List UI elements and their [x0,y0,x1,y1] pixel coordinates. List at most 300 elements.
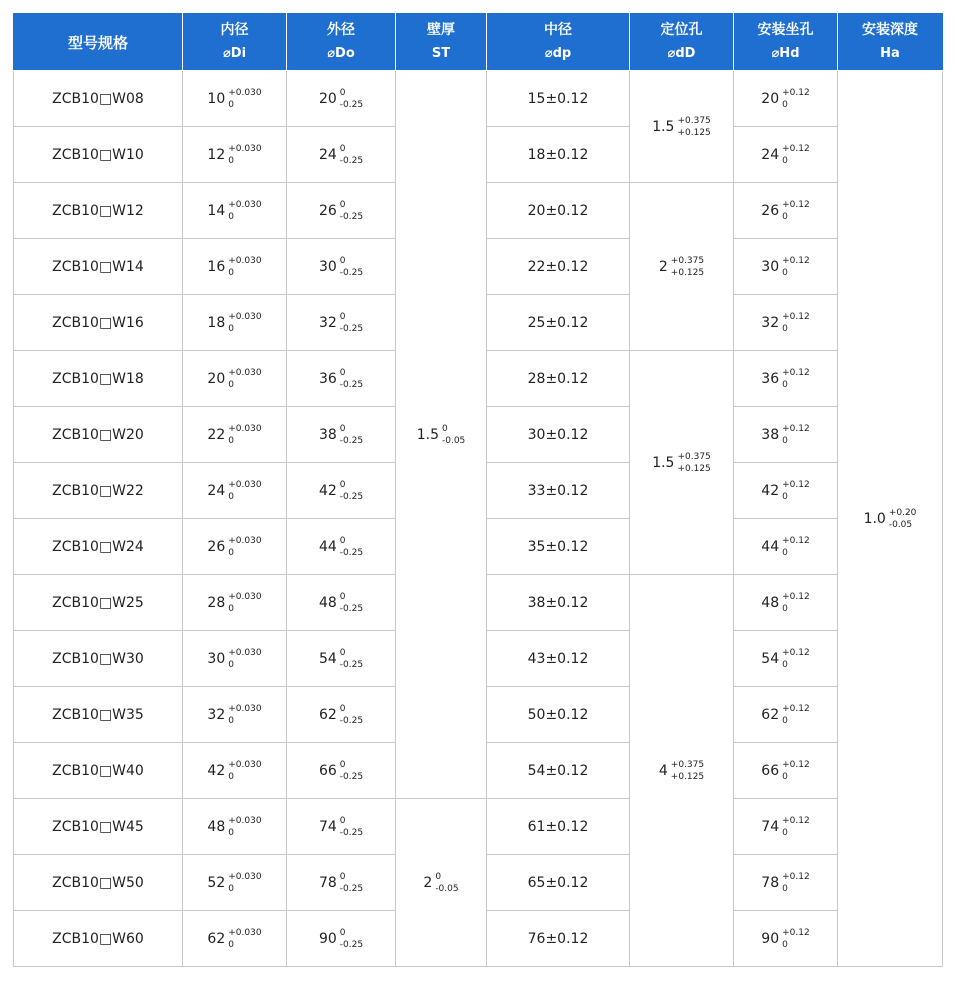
cell-value: 38 [318,426,337,443]
pitch-diameter-cell: 33±0.12 [487,463,630,519]
cell-value: 62 [207,930,226,947]
tolerance-lower: +0.125 [677,463,711,474]
locating-hole-cell [630,183,734,351]
tolerance [782,423,810,447]
tolerance [340,759,363,783]
outer-diameter-cell [287,519,396,575]
tolerance-upper: 0 [339,199,346,210]
tolerance-lower: 0 [228,211,234,222]
cell-value: 48 [207,818,226,835]
inner-diameter-cell [183,743,287,799]
tolerance-upper: 0 [435,871,442,882]
header-title: 壁厚 [427,22,455,38]
tolerance-upper: +0.12 [782,815,810,826]
mount-hole-cell [734,799,838,855]
model-cell: ZCB10□W50 [14,855,183,911]
tolerance [782,311,810,335]
tolerance [677,115,710,139]
tolerance-upper: +0.375 [677,451,711,462]
header-title: 安装深度 [862,22,918,38]
header-title: 外径 [327,22,355,38]
header-cell [396,14,487,71]
pitch-diameter-cell: 76±0.12 [487,911,630,967]
tolerance [782,367,810,391]
pitch-diameter-cell: 61±0.12 [487,799,630,855]
cell-value: 54 [318,650,337,667]
tolerance-lower: 0 [782,211,788,222]
tolerance-lower: -0.05 [888,519,913,530]
tolerance-lower: 0 [228,323,234,334]
model-cell: ZCB10□W40 [14,743,183,799]
tolerance-upper: 0 [339,255,346,266]
tolerance-upper: +0.12 [782,927,810,938]
tolerance-upper: +0.030 [228,703,262,714]
mount-hole-cell [734,855,838,911]
inner-diameter-cell [183,463,287,519]
cell-value: 66 [761,762,780,779]
cell-value: 14 [207,202,226,219]
wall-thickness-cell [396,799,487,967]
tolerance [340,367,363,391]
outer-diameter-cell [287,855,396,911]
cell-value: 16 [207,258,226,275]
model-cell: ZCB10□W35 [14,687,183,743]
cell-value: 36 [761,370,780,387]
tolerance-lower: -0.25 [339,491,364,502]
header-cell [734,14,838,71]
tolerance-upper: +0.12 [782,479,810,490]
pitch-diameter-cell: 28±0.12 [487,351,630,407]
tolerance [782,87,810,111]
inner-diameter-cell [183,575,287,631]
header-title: 安装坐孔 [757,22,814,38]
cell-value: 78 [761,874,780,891]
pitch-diameter-cell: 43±0.12 [487,631,630,687]
tolerance-lower: 0 [228,435,234,446]
outer-diameter-cell [287,743,396,799]
cell-value: 2 [423,874,433,891]
tolerance [228,367,261,391]
cell-value: 26 [318,202,337,219]
tolerance [782,927,810,951]
tolerance-lower: 0 [228,491,234,502]
tolerance [782,759,810,783]
tolerance [340,591,363,615]
inner-diameter-cell [183,799,287,855]
inner-diameter-cell [183,407,287,463]
tolerance [782,199,810,223]
tolerance-lower: 0 [782,155,788,166]
cell-value: 24 [761,146,780,163]
pitch-diameter-cell: 18±0.12 [487,127,630,183]
header-cell [14,14,183,71]
tolerance-upper: +0.030 [228,927,262,938]
tolerance-upper: 0 [339,143,346,154]
cell-value: 90 [318,930,337,947]
tolerance-upper: +0.030 [228,423,262,434]
inner-diameter-cell [183,687,287,743]
mount-hole-cell [734,687,838,743]
cell-value: 32 [318,314,337,331]
cell-value: 62 [318,706,337,723]
tolerance-upper: +0.030 [228,367,262,378]
tolerance-lower: 0 [228,155,234,166]
tolerance [782,647,810,671]
tolerance-upper: +0.12 [782,143,810,154]
cell-value: 36 [318,370,337,387]
tolerance [435,871,458,895]
header-row [14,14,943,71]
tolerance-lower: 0 [782,883,788,894]
tolerance-upper: 0 [339,815,346,826]
mount-hole-cell [734,743,838,799]
outer-diameter-cell [287,71,396,127]
cell-value: 1.0 [863,510,886,527]
header-symbol: Ha [880,46,900,61]
spec-table [13,13,943,967]
inner-diameter-cell [183,911,287,967]
tolerance-lower: 0 [782,491,788,502]
tolerance [228,535,261,559]
cell-value: 30 [207,650,226,667]
tolerance-lower: 0 [228,715,234,726]
tolerance [340,535,363,559]
tolerance-lower: -0.25 [339,435,364,446]
pitch-diameter-cell: 65±0.12 [487,855,630,911]
tolerance-lower: 0 [228,267,234,278]
tolerance [782,871,810,895]
mount-hole-cell [734,295,838,351]
tolerance-upper: +0.030 [228,255,262,266]
header-symbol: ⌀Di [222,46,247,61]
tolerance-lower: 0 [782,715,788,726]
tolerance-upper: 0 [339,871,346,882]
tolerance [340,815,363,839]
tolerance [228,87,261,111]
tolerance [340,199,363,223]
model-cell: ZCB10□W16 [14,295,183,351]
pitch-diameter-cell: 50±0.12 [487,687,630,743]
install-depth-cell [838,71,943,967]
cell-value: 44 [318,538,337,555]
tolerance-upper: +0.12 [782,591,810,602]
cell-value: 24 [207,482,226,499]
table-row [14,799,943,855]
model-cell: ZCB10□W22 [14,463,183,519]
tolerance [228,143,261,167]
pitch-diameter-cell: 38±0.12 [487,575,630,631]
tolerance-lower: 0 [782,323,788,334]
tolerance-upper: +0.12 [782,759,810,770]
pitch-diameter-cell: 20±0.12 [487,183,630,239]
tolerance-lower: +0.125 [670,267,705,278]
cell-value: 1.5 [652,118,675,135]
tolerance [228,759,261,783]
pitch-diameter-cell: 15±0.12 [487,71,630,127]
mount-hole-cell [734,71,838,127]
tolerance-upper: +0.12 [782,311,810,322]
cell-value: 28 [207,594,226,611]
inner-diameter-cell [183,239,287,295]
mount-hole-cell [734,463,838,519]
tolerance-upper: 0 [339,367,346,378]
header-cell [838,14,943,71]
pitch-diameter-cell: 30±0.12 [487,407,630,463]
tolerance [340,703,363,727]
pitch-diameter-cell: 54±0.12 [487,743,630,799]
tolerance-upper: 0 [339,311,346,322]
cell-value: 1.5 [652,454,675,471]
mount-hole-cell [734,127,838,183]
tolerance-upper: +0.12 [782,871,810,882]
model-cell: ZCB10□W20 [14,407,183,463]
pitch-diameter-cell: 22±0.12 [487,239,630,295]
mount-hole-cell [734,407,838,463]
tolerance-upper: +0.030 [228,871,262,882]
tolerance-lower: 0 [782,547,788,558]
outer-diameter-cell [287,631,396,687]
cell-value: 38 [761,426,780,443]
pitch-diameter-cell: 25±0.12 [487,295,630,351]
tolerance-lower: 0 [228,827,234,838]
model-cell: ZCB10□W45 [14,799,183,855]
tolerance-upper: +0.030 [228,647,262,658]
cell-value: 10 [207,90,226,107]
tolerance [228,703,261,727]
cell-value: 54 [761,650,780,667]
cell-value: 42 [761,482,780,499]
tolerance-upper: 0 [339,927,346,938]
cell-value: 12 [207,146,226,163]
tolerance [228,199,261,223]
cell-value: 32 [761,314,780,331]
tolerance-lower: 0 [782,379,788,390]
tolerance-upper: 0 [339,423,346,434]
outer-diameter-cell [287,127,396,183]
tolerance-lower: -0.25 [339,883,364,894]
inner-diameter-cell [183,855,287,911]
outer-diameter-cell [287,575,396,631]
tolerance-upper: 0 [339,647,346,658]
inner-diameter-cell [183,183,287,239]
tolerance-upper: +0.030 [228,535,262,546]
tolerance [782,591,810,615]
tolerance-lower: 0 [782,267,788,278]
tolerance [340,87,363,111]
model-cell: ZCB10□W25 [14,575,183,631]
tolerance-lower: -0.25 [339,267,364,278]
cell-value: 30 [761,258,780,275]
header-title: 型号规格 [67,33,128,52]
tolerance-upper: 0 [339,703,346,714]
tolerance-upper: +0.030 [228,311,262,322]
outer-diameter-cell [287,183,396,239]
outer-diameter-cell [287,295,396,351]
tolerance [782,815,810,839]
tolerance-lower: 0 [782,659,788,670]
header-symbol: ⌀dp [544,46,572,61]
table-header [14,14,943,71]
tolerance-lower: -0.25 [339,323,364,334]
tolerance [228,255,261,279]
header-cell [287,14,396,71]
tolerance-upper: +0.20 [888,507,917,518]
tolerance [228,479,261,503]
cell-value: 42 [207,762,226,779]
tolerance [340,927,363,951]
tolerance-upper: 0 [441,423,448,434]
tolerance-lower: +0.125 [670,771,705,782]
table-row [14,71,943,127]
tolerance [782,479,810,503]
tolerance [228,423,261,447]
outer-diameter-cell [287,463,396,519]
cell-value: 20 [761,90,780,107]
tolerance-lower: +0.125 [677,127,711,138]
header-title: 中径 [544,22,572,38]
tolerance-lower: -0.25 [339,771,364,782]
tolerance-upper: +0.375 [677,115,711,126]
cell-value: 24 [318,146,337,163]
cell-value: 42 [318,482,337,499]
tolerance-lower: 0 [228,771,234,782]
tolerance-lower: 0 [228,99,234,110]
wall-thickness-cell [396,71,487,799]
cell-value: 52 [207,874,226,891]
tolerance [228,311,261,335]
tolerance-lower: 0 [782,99,788,110]
mount-hole-cell [734,183,838,239]
tolerance-upper: +0.12 [782,703,810,714]
tolerance-lower: -0.25 [339,659,364,670]
outer-diameter-cell [287,351,396,407]
tolerance-lower: 0 [228,547,234,558]
tolerance-upper: +0.12 [782,535,810,546]
header-symbol: ⌀dD [667,46,696,61]
inner-diameter-cell [183,71,287,127]
cell-value: 74 [761,818,780,835]
header-cell [487,14,630,71]
tolerance-lower: 0 [228,379,234,390]
tolerance-upper: +0.030 [228,87,262,98]
tolerance-lower: -0.25 [339,547,364,558]
tolerance-upper: +0.030 [228,199,262,210]
outer-diameter-cell [287,407,396,463]
tolerance [782,143,810,167]
inner-diameter-cell [183,351,287,407]
cell-value: 44 [761,538,780,555]
tolerance [340,423,363,447]
tolerance [340,479,363,503]
tolerance-lower: -0.25 [339,603,364,614]
tolerance-lower: 0 [782,603,788,614]
cell-value: 26 [761,202,780,219]
tolerance-upper: 0 [339,479,346,490]
cell-value: 1.5 [416,426,439,443]
header-symbol: ⌀Do [327,46,355,61]
inner-diameter-cell [183,519,287,575]
inner-diameter-cell [183,295,287,351]
mount-hole-cell [734,351,838,407]
cell-value: 74 [318,818,337,835]
tolerance [782,255,810,279]
tolerance-upper: +0.030 [228,479,262,490]
mount-hole-cell [734,519,838,575]
tolerance [889,507,917,531]
tolerance-upper: +0.030 [228,591,262,602]
tolerance-upper: +0.030 [228,759,262,770]
model-cell: ZCB10□W18 [14,351,183,407]
tolerance-upper: +0.030 [228,815,262,826]
tolerance-lower: -0.25 [339,827,364,838]
pitch-diameter-cell: 35±0.12 [487,519,630,575]
header-symbol: ⌀Hd [771,46,800,61]
tolerance [340,255,363,279]
cell-value: 66 [318,762,337,779]
tolerance [340,871,363,895]
cell-value: 48 [318,594,337,611]
cell-value: 62 [761,706,780,723]
inner-diameter-cell [183,127,287,183]
tolerance [677,451,710,475]
mount-hole-cell [734,239,838,295]
cell-value: 2 [658,258,668,275]
tolerance [442,423,465,447]
tolerance [340,647,363,671]
inner-diameter-cell [183,631,287,687]
table-body [14,71,943,967]
tolerance-upper: +0.12 [782,367,810,378]
model-cell: ZCB10□W14 [14,239,183,295]
tolerance-upper: +0.12 [782,199,810,210]
tolerance-upper: 0 [339,535,346,546]
tolerance [228,647,261,671]
tolerance-upper: 0 [339,87,346,98]
tolerance-lower: 0 [228,939,234,950]
tolerance-lower: 0 [782,939,788,950]
tolerance-lower: -0.25 [339,211,364,222]
mount-hole-cell [734,631,838,687]
header-cell [630,14,734,71]
tolerance-upper: 0 [339,591,346,602]
tolerance-lower: 0 [782,771,788,782]
mount-hole-cell [734,575,838,631]
model-cell: ZCB10□W60 [14,911,183,967]
cell-value: 20 [318,90,337,107]
cell-value: 4 [658,762,668,779]
tolerance-upper: +0.12 [782,647,810,658]
tolerance-lower: 0 [228,603,234,614]
outer-diameter-cell [287,799,396,855]
tolerance-upper: +0.030 [228,143,262,154]
model-cell: ZCB10□W12 [14,183,183,239]
tolerance [228,815,261,839]
outer-diameter-cell [287,687,396,743]
tolerance [228,591,261,615]
tolerance [340,311,363,335]
tolerance [228,927,261,951]
tolerance-upper: +0.375 [670,759,705,770]
tolerance-upper: 0 [339,759,346,770]
tolerance [782,703,810,727]
tolerance-upper: +0.12 [782,87,810,98]
cell-value: 18 [207,314,226,331]
cell-value: 78 [318,874,337,891]
tolerance-lower: -0.05 [435,883,459,894]
tolerance [671,759,704,783]
header-title: 定位孔 [660,22,703,38]
model-cell: ZCB10□W30 [14,631,183,687]
